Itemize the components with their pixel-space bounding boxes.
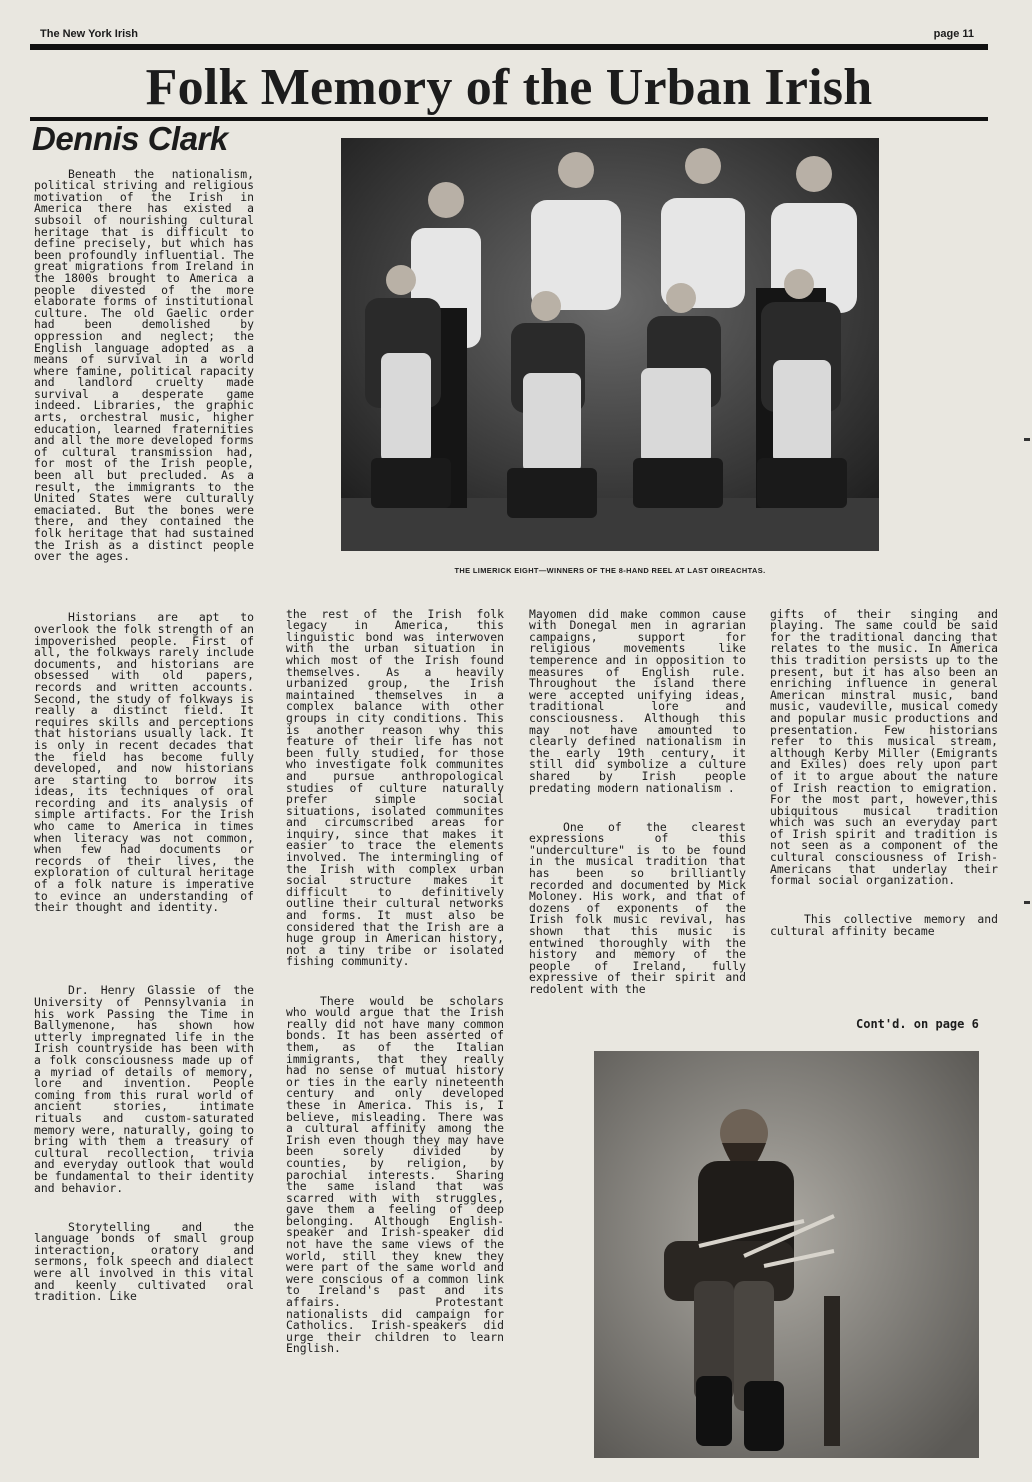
continuation-note: Cont'd. on page 6 xyxy=(856,1017,979,1031)
column-2 xyxy=(286,597,504,1383)
paragraph: One of the clearest expressions of this "underculture" is to be found in the musical tradition that has been so brilliantly recorded and documented by Mick Moloney. His work, and that of dozens of exponents of the Irish folk music revival, has shown that this music is entwined thoroughly with the history and memory of the people of Ireland, fully expressive of their spirit and redolent with the xyxy=(529,819,746,996)
group-photo-illustration xyxy=(341,138,879,551)
publication-name: The New York Irish xyxy=(40,28,139,40)
group-photo xyxy=(341,138,879,551)
edge-mark xyxy=(1024,901,1030,904)
paragraph: Mayomen did make common cause with Donegal men in agrarian campaigns, support for religious movements like temperence and in opposition to measures of English rule. Throughout the island there were accepted unifying ideas, traditional lore and consciousness. Although this may not have amounted to clearly defined nationalism in the early 19th century, it still did symbolize a culture shared by Irish people predating modern nationalism . xyxy=(529,606,746,795)
paragraph: the rest of the Irish folk legacy in America, this linguistic bond was interwoven with the urban situation in which most of the Irish found themselves. As a heavily urbanized group, the Irish maintained themselves in a complex balance with other groups in city conditions. This is another reason why this feature of their life has not been fully studied, for those who investigate folk communites and pursue anthropological studies of culture naturally prefer simple social situations, isolated communites and circumscribed areas for inquiry, since that makes it easier to trace the elements involved. The intermingling of the Irish with complex urban social structure makes it difficult to definitively outline their cultural networks and forms. It must also be considered that the Irish are a huge group in American history, not a tiny tribe or isolated fishing community. xyxy=(286,606,504,969)
masthead-rule xyxy=(30,44,988,50)
edge-mark xyxy=(1024,438,1030,441)
column-3 xyxy=(529,597,746,1023)
paragraph: There would be scholars who would argue that the Irish really did not have many common bonds. It has been asserted of them, as of the Italian immigrants, that they really had no sense of mutual history or ties in the early nineteenth century and only developed these in America. This is, I believe, misleading. There was a cultural affinity among the Irish even though they may have been sorely divided by counties, by religion, by parochial interests. Sharing the same island that was scarred with with struggles, gave them a feeling of deep belonging. Although English-speaker and Irish-speaker did not have the same views of the world, still they knew they were part of the same world and were conscious of a common link to Ireland's past and its affairs. Protestant nationalists did campaign for Catholics. Irish-speakers did urge their children to learn English. xyxy=(286,993,504,1356)
column-4 xyxy=(770,597,998,965)
paragraph: Historians are apt to overlook the folk strength of an impoverished people. First of all, the folkways rarely include documents, and historians are obsessed with old papers, records and written accounts. Second, the study of folkways is really a distinct field. It requires skills and perceptions that historians usually lack. It is only in recent decades that the field has become fully developed, and now historians are starting to borrow its ideas, its techniques of oral recording and its analysis of simple artifacts. For the Irish who came to America in times when literacy was not common, when few had documents or records of their lives, the exploration of cultural heritage of a folk nature is imperative to evince an understanding of their thought and identity. xyxy=(34,610,254,915)
photo-caption: THE LIMERICK EIGHT—WINNERS OF THE 8-HAND REEL AT LAST OIREACHTAS. xyxy=(454,566,766,575)
page-number: page 11 xyxy=(933,28,974,40)
paragraph: Storytelling and the language bonds of small group interaction, oratory and sermons, folk speech and dialect were all involved in this vital and keenly cultivated oral tradition. Like xyxy=(34,1219,254,1304)
piper-photo xyxy=(594,1051,979,1458)
column-1 xyxy=(34,157,254,1330)
piper-photo-illustration xyxy=(594,1051,979,1458)
paragraph: gifts of their singing and playing. The same could be said for the traditional dancing that relates to the music. In America this tradition persists up to the present, but it has also been an enriching influence in general American minstral music, band music, vaudeville, musical comedy and popular music productions and presentation. Few historians refer to this musical stream, although Kerby Miller (Emigrants and Exiles) does rely upon part of it to argue about the nature of Irish reaction to emigration. For the most part, however,this ubiquitous musical tradition which was such an everyday part of Irish spirit and tradition is not seen as a component of the cultural consciousness of Irish-Americans that underlay their formal social organization. xyxy=(770,606,998,888)
paragraph: Dr. Henry Glassie of the University of Pennsylvania in his work Passing the Time in Ballymenone, has shown how utterly impregnated life in the Irish countryside has been with a folk consciousness made up of a myriad of details of memory, lore and invention. People coming from this rural world of ancient stories, intimate rituals and custom-saturated memory were, naturally, going to bring with them a treasury of cultural recollection, trivia and everyday outlook that would be fundamental to their identity and behavior. xyxy=(34,983,254,1195)
paragraph: Beneath the nationalism, political striving and religious motivation of the Irish in America there has existed a subsoil of nourishing cultural heritage that is difficult to define precisely, but which has been profoundly influential. The great migrations from Ireland in the 1800s brought to America a people divested of the more elaborate forms of institutional culture. The old Gaelic order had been demolished by oppression and neglect; the English language adopted as a means of survival in a world where famine, political rapacity and landlord cruelty made survival a desperate game indeed. Libraries, the graphic arts, orchestral music, higher education, learned fraternities and all the more developed forms of cultural transmission had, for most of the Irish people, been all but precluded. As a result, the immigrants to the United States were culturally emaciated. But the bones were there, and they contained the folk heritage that had sustained the Irish as a distinct people over the ages. xyxy=(34,166,254,564)
byline: Dennis Clark xyxy=(32,120,228,157)
headline: Folk Memory of the Urban Irish xyxy=(145,59,873,116)
paragraph: This collective memory and cultural affinity became xyxy=(770,912,998,939)
